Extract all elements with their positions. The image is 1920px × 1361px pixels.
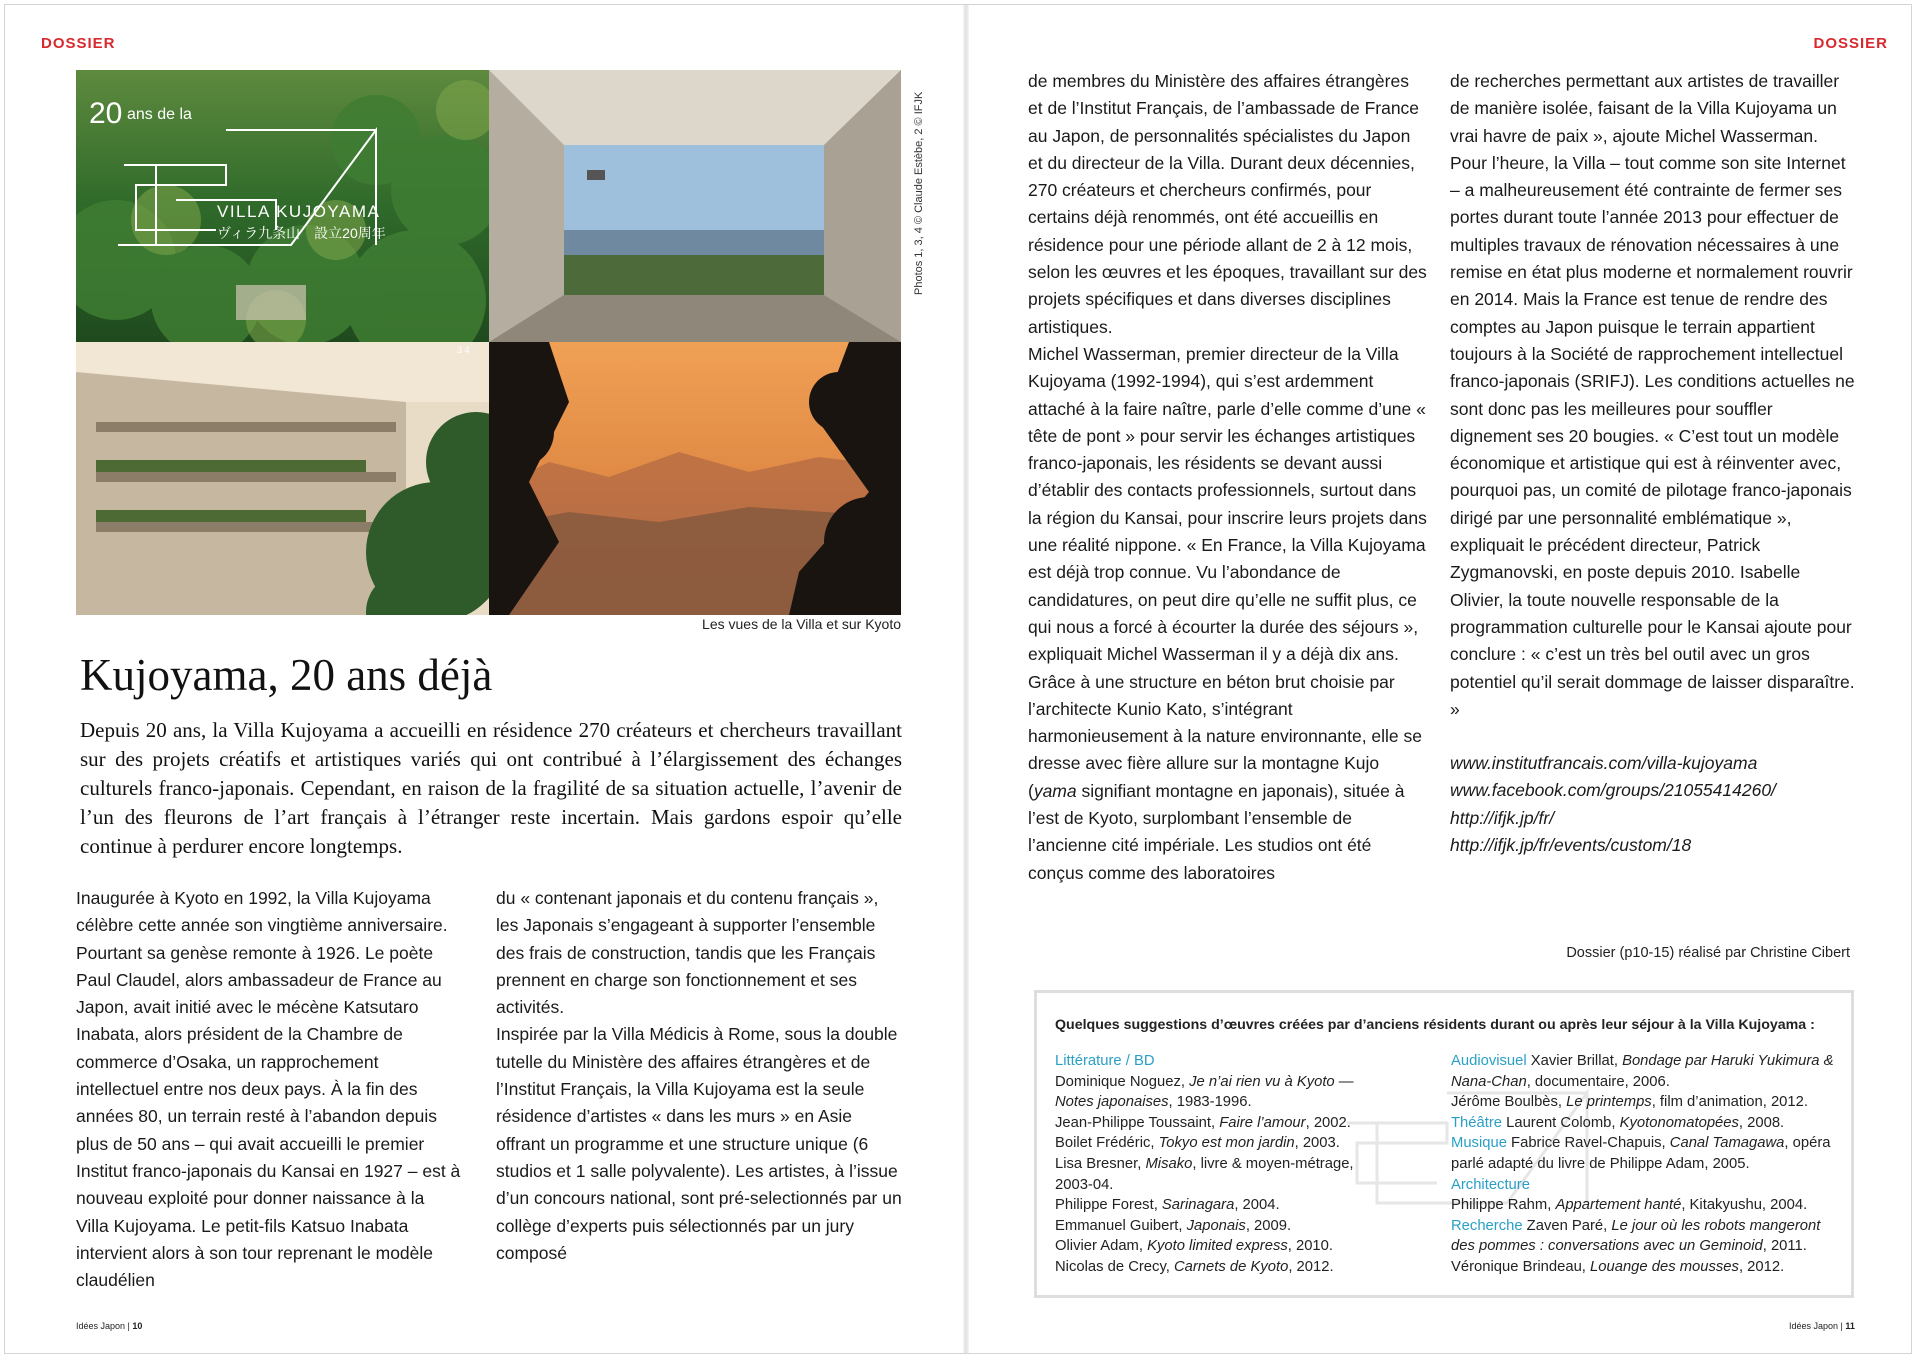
text-column-4 [1450, 68, 1855, 859]
col2-paragraph-2: Inspirée par la Villa Médicis à Rome, sous la double tutelle du Ministère des affaires étrangères et de l’Institut Français, la Villa Kujoyama est la seule résidence d’artistes « dans les murs » en Asie offrant un programme et une structure unique (6 studios et 1 salle polyvalente). Les artistes, à l’issue d’un concours national, sont pré-selectionnés par un collège d’experts puis sélectionnés par un jury composé [496, 1024, 902, 1263]
logo-villa-name: VILLA KUJOYAMA [217, 202, 381, 221]
list-item: Recherche Zaven Paré, Le jour où les robots mangeront des pommes : conversations avec un Geminoid, 2011. [1451, 1217, 1821, 1255]
col4-paragraph-1: de recherches permettant aux artistes de travailler de manière isolée, faisant de la Villa Kujoyama un vrai havre de paix », ajoute Michel Wasserman. [1450, 71, 1840, 146]
list-item: Lisa Bresner, Misako, livre & moyen-métrage, 2003-04. [1055, 1155, 1354, 1193]
section-label-left: DOSSIER [41, 35, 116, 52]
col3-paragraph-3: Grâce à une structure en béton brut choisie par l’architecte Kunio Kato, s’intégrant harmonieusement à la nature environnante, elle se dresse avec fière allure sur la montagne Kujo (yama signifiant montagne en japonais), située à l’est de Kyoto, surplombant l’ensemble de l’ancienne cité impériale. Les studios ont été conçus comme des laboratoires [1028, 671, 1422, 883]
article-lead: Depuis 20 ans, la Villa Kujoyama a accueilli en résidence 270 créateurs et chercheurs travaillant sur des projets créatifs et artistiques variés qui ont contribué à l’élargissement des échanges culturels franco-japonais. Cependant, en raison de la fragilité de sa situation actuelle, l’avenir de l’un des fleurons de l’art français à l’étranger reste incertain. Mais gardons espoir qu’elle continue à perdurer encore longtemps. [80, 718, 902, 858]
logo-ans: ans de la [127, 106, 192, 123]
photo-kyoto-sunset [489, 342, 901, 615]
suggestions-right-column [1451, 1051, 1836, 1278]
list-item: Véronique Brindeau, Louange des mousses, 2012. [1451, 1258, 1785, 1275]
suggestions-title: Quelques suggestions d’œuvres créées par d’anciens résidents durant ou après leur séjour à la Villa Kujoyama : [1055, 1017, 1815, 1033]
text-column-2 [496, 885, 904, 1267]
photo-credit-text: Photos 1, 3, 4 © Claude Estèbe, 2 © IFJK [913, 91, 925, 295]
list-item: Jean-Philippe Toussaint, Faire l’amour, 2002. [1055, 1114, 1351, 1131]
folio-left: Idées Japon | 10 [76, 1321, 143, 1331]
photo-caption: Les vues de la Villa et sur Kyoto [702, 616, 901, 632]
dossier-signature: Dossier (p10-15) réalisé par Christine Cibert [1566, 945, 1850, 961]
category-architecture: Architecture [1451, 1176, 1530, 1193]
suggestions-box [1034, 990, 1854, 1298]
center-gutter [963, 5, 969, 1353]
list-item: Théâtre Laurent Colomb, Kyotonomatopées, 2008. [1451, 1114, 1785, 1131]
list-item: Boilet Frédéric, Tokyo est mon jardin, 2003. [1055, 1135, 1340, 1152]
folio-right: Idées Japon | 11 [1789, 1321, 1855, 1331]
category-recherche: Recherche [1451, 1217, 1523, 1234]
photo-numbers: 3 4 [457, 345, 470, 355]
page-number-right: 11 [1845, 1321, 1855, 1331]
text-column-3 [1028, 68, 1428, 887]
list-item: Musique Fabrice Ravel-Chapuis, Canal Tamagawa, opéra parlé adapté du livre de Philippe Adam, 2005. [1451, 1135, 1831, 1172]
list-item: Dominique Noguez, Je n’ai rien vu à Kyoto — Notes japonaises, 1983-1996. [1055, 1073, 1354, 1111]
link-facebook-group[interactable]: www.facebook.com/groups/21055414260/ [1450, 780, 1776, 801]
link-ifjk[interactable]: http://ifjk.jp/fr/ [1450, 807, 1555, 828]
logo-japanese-text: ヴィラ九条山 設立20周年 [217, 225, 386, 241]
list-item: Philippe Rahm, Appartement hanté, Kitakyushu, 2004. [1451, 1197, 1808, 1214]
category-theatre: Théâtre [1451, 1114, 1502, 1131]
list-item: Nicolas de Crecy, Carnets de Kyoto, 2012. [1055, 1258, 1334, 1275]
col1-paragraph: Inaugurée à Kyoto en 1992, la Villa Kujoyama célèbre cette année son vingtième anniversaire. Pourtant sa genèse remonte à 1926. Le poète Paul Claudel, alors ambassadeur de France au Japon, avait initié avec le mécène Katsutaro Inabata, alors président de la Chambre de commerce d’Osaka, un rapprochement intellectuel entre nos deux pays. À la fin des années 80, un terrain resté à l’abandon depuis plus de 50 ans – qui avait accueilli le premier Institut franco-japonais du Kansai en 1927 – est à nouveau exploité pour donner naissance à la Villa Kujoyama. Le petit-fils Katsuo Inabata intervient alors à son tour reprenant le modèle claudélien [76, 888, 461, 1291]
category-litterature: Littérature / BD [1055, 1053, 1155, 1069]
category-musique: Musique [1451, 1135, 1507, 1152]
link-institut-francais[interactable]: www.institutfrancais.com/villa-kujoyama [1450, 753, 1758, 774]
photo-villa-facade [76, 342, 489, 615]
list-item: Jérôme Boulbès, Le printemps, film d’animation, 2012. [1451, 1094, 1808, 1111]
yama-italic: yama [1033, 780, 1077, 801]
photo-concrete-terrace [489, 70, 901, 342]
article-title: Kujoyama, 20 ans déjà [80, 650, 493, 700]
suggestions-left-column [1055, 1051, 1375, 1278]
link-ifjk-events[interactable]: http://ifjk.jp/fr/events/custom/18 [1450, 835, 1692, 856]
col2-paragraph-1: du « contenant japonais et du contenu français », les Japonais s’engageant à supporter l’ensemble des frais de construction, tandis que les Français prennent en charge son fonctionnement et ses activités. [496, 888, 879, 1018]
category-audiovisuel: Audiovisuel [1451, 1053, 1527, 1069]
col3-paragraph-1: de membres du Ministère des affaires étrangères et de l’Institut Français, de l’ambassade de France au Japon, de personnalités spécialistes du Japon et du directeur de la Villa. Durant deux décennies, 270 créateurs et chercheurs confirmés, pour certains déjà renommés, ont été accueillis en résidence pour une période allant de 2 à 12 mois, selon les œuvres et les époques, travaillant sur des projets spécifiques et dans diverses disciplines artistiques. [1028, 71, 1427, 337]
list-item: Emmanuel Guibert, Japonais, 2009. [1055, 1217, 1292, 1234]
link-list [1450, 750, 1855, 859]
col4-paragraph-2: Pour l’heure, la Villa – tout comme son site Internet – a malheureusement été contrainte de fermer ses portes durant toute l’année 2013 pour effectuer de multiples travaux de rénovation nécessaires à une remise en état plus moderne et normalement rouvrir en 2014. Mais la France est tenue de rendre des comptes au Japon puisque le terrain appartient toujours à la Société de rapprochement intellectuel franco-japonais (SRIFJ). Les conditions actuelles ne sont donc pas les meilleures pour souffler dignement ses 20 bougies. « C’est tout un modèle économique et artistique qui est à réinventer avec, pourquoi pas, un comité de pilotage franco-japonais dirigé par une personnalité emblématique », expliquait le précédent directeur, Patrick Zygmanovski, en poste depuis 2010. Isabelle Olivier, la toute nouvelle responsable de la programmation culturelle pour le Kansai ajoute pour conclure : « c’est un très bel outil avec un gros potentiel qu’il serait dommage de laisser disparaître. » [1450, 152, 1855, 719]
page-number-left: 10 [132, 1321, 143, 1331]
section-label-right: DOSSIER [1813, 35, 1888, 52]
list-item: Olivier Adam, Kyoto limited express, 2010. [1055, 1238, 1334, 1255]
text-column-1 [76, 885, 461, 1294]
list-item: Audiovisuel Xavier Brillat, Bondage par Haruki Yukimura & Nana-Chan, documentaire, 2006. [1451, 1053, 1834, 1090]
list-item: Philippe Forest, Sarinagara, 2004. [1055, 1197, 1280, 1214]
magazine-spread [4, 4, 1912, 1354]
col3-paragraph-2: Michel Wasserman, premier directeur de la Villa Kujoyama (1992-1994), qui s’est ardemment attaché à la faire naître, parle d’elle comme d’une « tête de pont » pour servir les échanges artistiques franco-japonais, les résidents se devant aussi d’établir des contacts professionnels, surtout dans la région du Kansai, pour inscrire leurs projets dans une réalité nippone. « En France, la Villa Kujoyama est déjà trop connue. Vu l’abondance de candidatures, on peut dire qu’elle ne suffit plus, ce qui nous a forcé à écourter la durée des séjours », expliquait Michel Wasserman il y a déjà dix ans. [1028, 343, 1427, 665]
photo-credit [900, 65, 925, 295]
logo-number: 20 [89, 97, 123, 130]
